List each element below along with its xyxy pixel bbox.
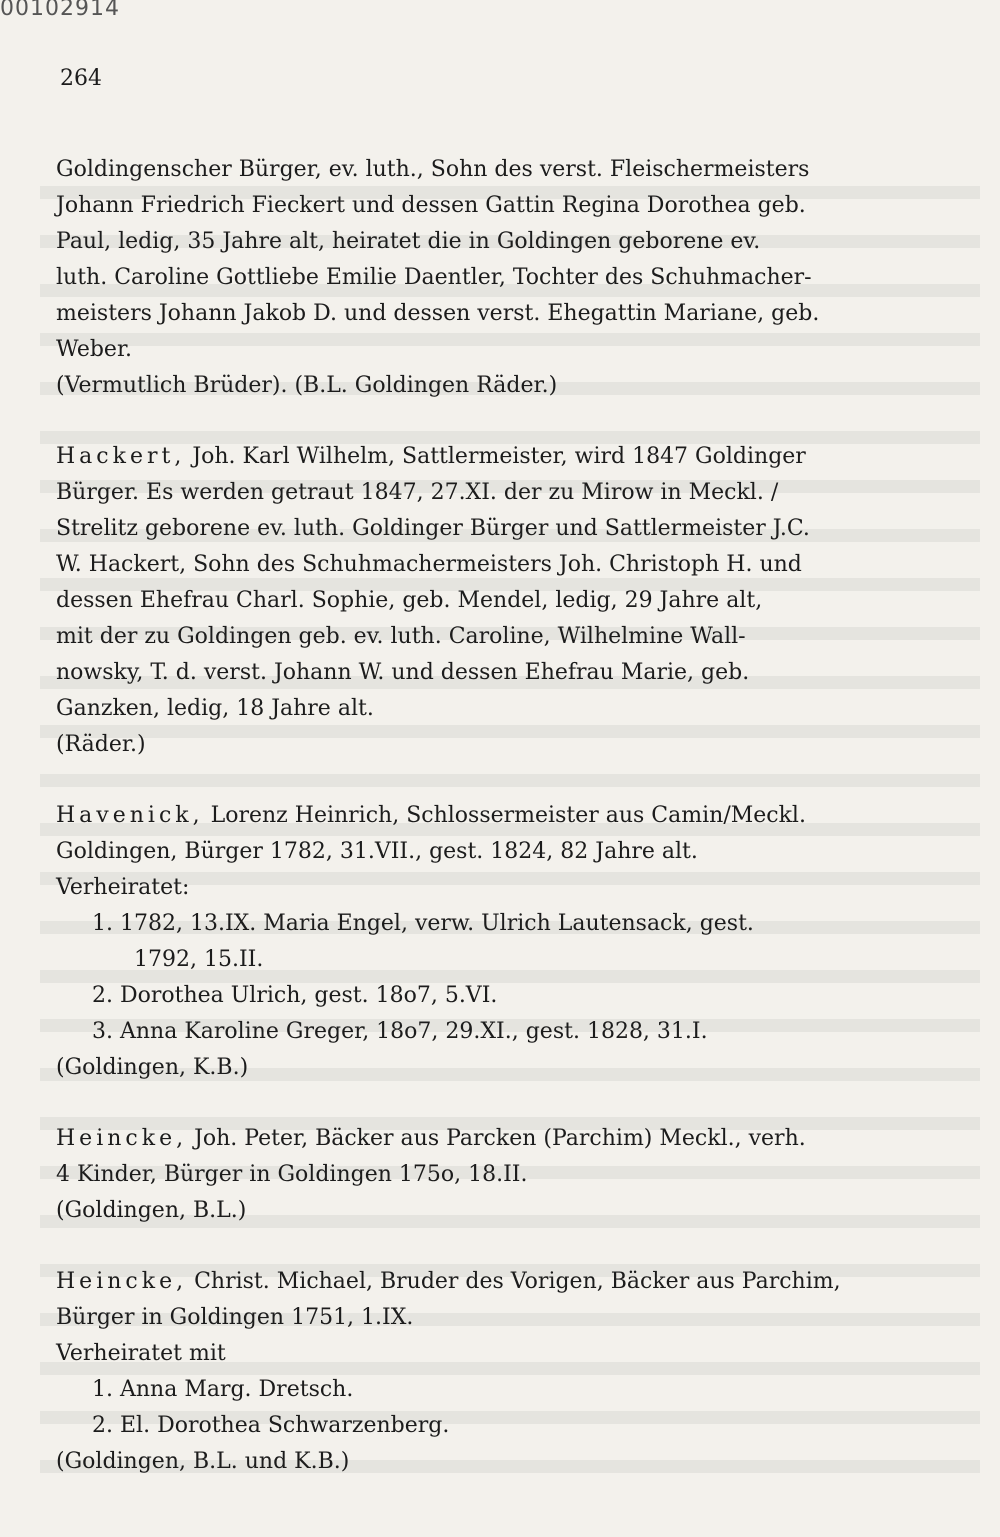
marriage-item: 1. Anna Marg. Dretsch. <box>92 1377 354 1402</box>
entry-text: Joh. Peter, Bäcker aus Parcken (Parchim) Meckl., verh. <box>194 1126 806 1151</box>
text-line <box>56 439 956 475</box>
source-line: (Goldingen, B.L.) <box>56 1198 247 1223</box>
text-line: Johann Friedrich Fieckert und dessen Gattin Regina Dorothea geb. <box>56 193 806 218</box>
entry-havenick <box>56 798 956 1086</box>
text-line: nowsky, T. d. verst. Johann W. und dessen Ehefrau Marie, geb. <box>56 660 750 685</box>
source-line: (Vermutlich Brüder). (B.L. Goldingen Räder.) <box>56 373 558 398</box>
text-line: Bürger. Es werden getraut 1847, 27.XI. der zu Mirow in Meckl. / <box>56 480 779 505</box>
text-line: meisters Johann Jakob D. und dessen verst. Ehegattin Mariane, geb. <box>56 301 820 326</box>
source-line: (Goldingen, K.B.) <box>56 1055 249 1080</box>
marriage-item-continued: 1792, 15.II. <box>134 947 264 972</box>
page-body <box>56 152 956 1515</box>
archive-stamp: 00102914 <box>0 0 120 21</box>
entry-name: Hackert, <box>56 444 186 469</box>
marriage-item: 1. 1782, 13.IX. Maria Engel, verw. Ulrich Lautensack, gest. <box>92 911 754 936</box>
text-line <box>56 1264 956 1300</box>
entry-hackert <box>56 439 956 763</box>
text-line: mit der zu Goldingen geb. ev. luth. Caroline, Wilhelmine Wall- <box>56 624 746 649</box>
text-line: Strelitz geborene ev. luth. Goldinger Bürger und Sattlermeister J.C. <box>56 516 810 541</box>
text-line: 4 Kinder, Bürger in Goldingen 175o, 18.II. <box>56 1162 528 1187</box>
source-line: (Räder.) <box>56 732 146 757</box>
page-number: 264 <box>60 66 102 91</box>
entry-continuation <box>56 152 956 404</box>
text-line: Ganzken, ledig, 18 Jahre alt. <box>56 696 374 721</box>
text-line: dessen Ehefrau Charl. Sophie, geb. Mendel, ledig, 29 Jahre alt, <box>56 588 763 613</box>
text-line: Verheiratet: <box>56 875 190 900</box>
entry-heincke-peter <box>56 1121 956 1229</box>
text-line: Weber. <box>56 337 133 362</box>
text-line: Goldingenscher Bürger, ev. luth., Sohn des verst. Fleischermeisters <box>56 157 810 182</box>
text-line: Goldingen, Bürger 1782, 31.VII., gest. 1824, 82 Jahre alt. <box>56 839 698 864</box>
entry-heincke-michael <box>56 1264 956 1480</box>
entry-text: Lorenz Heinrich, Schlossermeister aus Camin/Meckl. <box>210 803 806 828</box>
marriage-item: 2. El. Dorothea Schwarzenberg. <box>92 1413 450 1438</box>
text-line: Bürger in Goldingen 1751, 1.IX. <box>56 1305 414 1330</box>
text-line: Verheiratet mit <box>56 1341 226 1366</box>
text-line <box>56 798 956 834</box>
entry-name: Heincke, <box>56 1269 188 1294</box>
text-line: Paul, ledig, 35 Jahre alt, heiratet die in Goldingen geborene ev. <box>56 229 761 254</box>
entry-name: Heincke, <box>56 1126 188 1151</box>
entry-text: Joh. Karl Wilhelm, Sattlermeister, wird 1847 Goldinger <box>192 444 806 469</box>
text-line <box>56 1121 956 1157</box>
text-line: luth. Caroline Gottliebe Emilie Daentler, Tochter des Schuhmacher- <box>56 265 812 290</box>
entry-text: Christ. Michael, Bruder des Vorigen, Bäcker aus Parchim, <box>194 1269 841 1294</box>
text-line: W. Hackert, Sohn des Schuhmachermeisters Joh. Christoph H. und <box>56 552 802 577</box>
entry-name: Havenick, <box>56 803 204 828</box>
source-line: (Goldingen, B.L. und K.B.) <box>56 1449 350 1474</box>
marriage-item: 2. Dorothea Ulrich, gest. 18o7, 5.VI. <box>92 983 498 1008</box>
marriage-item: 3. Anna Karoline Greger, 18o7, 29.XI., gest. 1828, 31.I. <box>92 1019 708 1044</box>
